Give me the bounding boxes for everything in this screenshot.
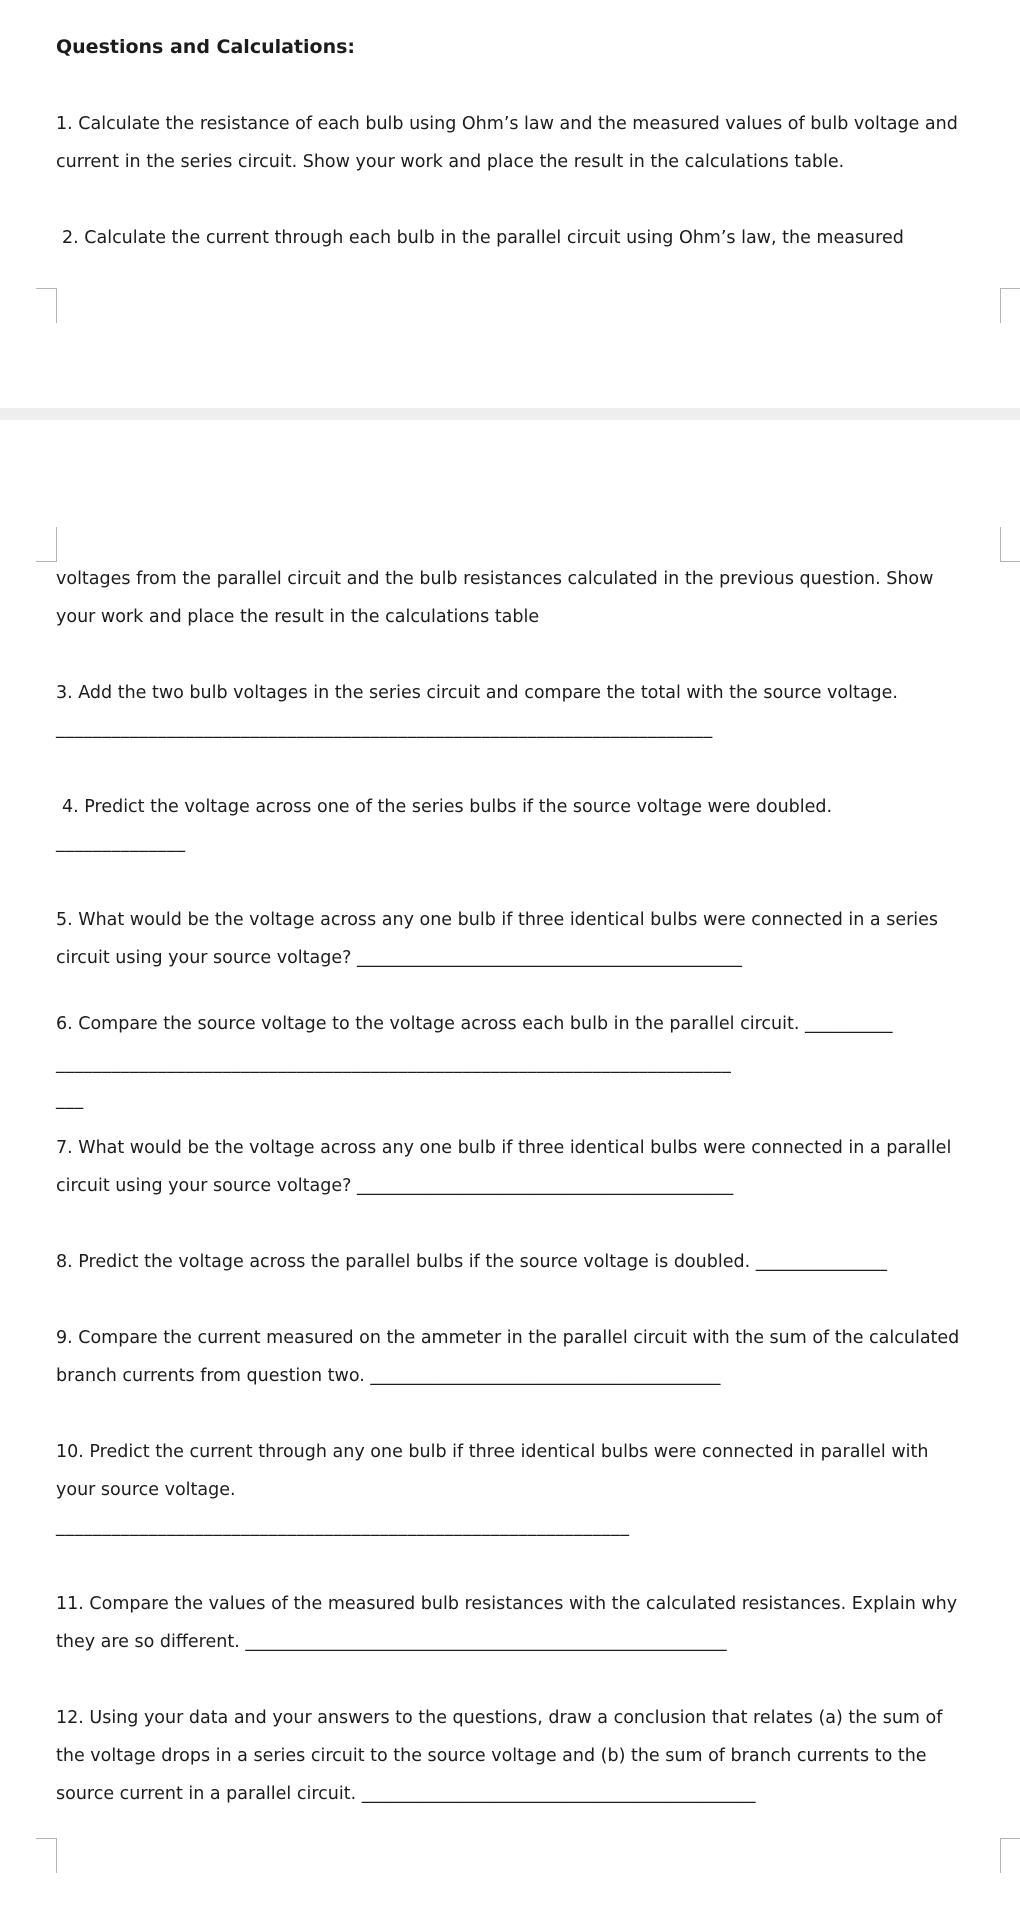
question-7-line-2[interactable]: circuit using your source voltage? ___________________________________________ [56,1176,734,1196]
question-5-line-2[interactable]: circuit using your source voltage? ____________________________________________ [56,948,742,968]
question-10-line-2: your source voltage. [56,1480,236,1500]
question-6-answer-blank-1[interactable]: _________________________________________________________________________ [56,1054,732,1074]
page-corner-marker [36,527,57,562]
question-10-answer-blank[interactable]: ______________________________________________________________ [56,1517,630,1537]
question-12-line-1: 12. Using your data and your answers to the questions, draw a conclusion that relates (a) the sum of [56,1708,943,1728]
question-7-line-1: 7. What would be the voltage across any one bulb if three identical bulbs were connected in a parallel [56,1138,952,1158]
question-11-line-1: 11. Compare the values of the measured bulb resistances with the calculated resistances. Explain why [56,1594,958,1614]
question-1-line-1: 1. Calculate the resistance of each bulb using Ohm’s law and the measured values of bulb voltage and [56,114,958,134]
page-corner-marker [36,1838,57,1873]
question-5-line-1: 5. What would be the voltage across any one bulb if three identical bulbs were connected in a series [56,910,939,930]
question-10-line-1: 10. Predict the current through any one bulb if three identical bulbs were connected in parallel with [56,1442,929,1462]
question-8[interactable]: 8. Predict the voltage across the parallel bulbs if the source voltage is doubled. _______________ [56,1252,887,1272]
question-3-answer-blank[interactable]: _______________________________________________________________________ [56,719,713,739]
question-12-line-3[interactable]: source current in a parallel circuit. _____________________________________________ [56,1784,756,1804]
question-12-line-2: the voltage drops in a series circuit to the source voltage and (b) the sum of branch currents to the [56,1746,927,1766]
question-4-answer-blank[interactable]: ______________ [56,833,186,853]
question-6-line-1[interactable]: 6. Compare the source voltage to the voltage across each bulb in the parallel circuit. __________ [56,1014,893,1034]
question-6-answer-blank-2[interactable]: ___ [56,1090,84,1110]
question-4: 4. Predict the voltage across one of the series bulbs if the source voltage were doubled. [62,797,833,817]
page-heading: Questions and Calculations: [56,36,356,58]
question-2-line-2: voltages from the parallel circuit and the bulb resistances calculated in the previous question. Show [56,569,934,589]
question-9-line-2[interactable]: branch currents from question two. ________________________________________ [56,1366,721,1386]
question-1-line-2: current in the series circuit. Show your work and place the result in the calculations table. [56,152,845,172]
page-corner-marker [1000,1838,1020,1873]
question-11-line-2[interactable]: they are so different. _______________________________________________________ [56,1632,727,1652]
document-page-2 [0,420,1020,1920]
question-3: 3. Add the two bulb voltages in the series circuit and compare the total with the source voltage. [56,683,898,703]
question-2-line-1: 2. Calculate the current through each bulb in the parallel circuit using Ohm’s law, the measured [62,228,904,248]
page-corner-marker [36,288,57,323]
document-page-1 [0,0,1020,408]
page-corner-marker [1000,288,1020,323]
question-2-line-3: your work and place the result in the calculations table [56,607,540,627]
question-9-line-1: 9. Compare the current measured on the ammeter in the parallel circuit with the sum of the calculated [56,1328,960,1348]
page-break-gap [0,408,1020,420]
page-corner-marker [1000,527,1020,562]
